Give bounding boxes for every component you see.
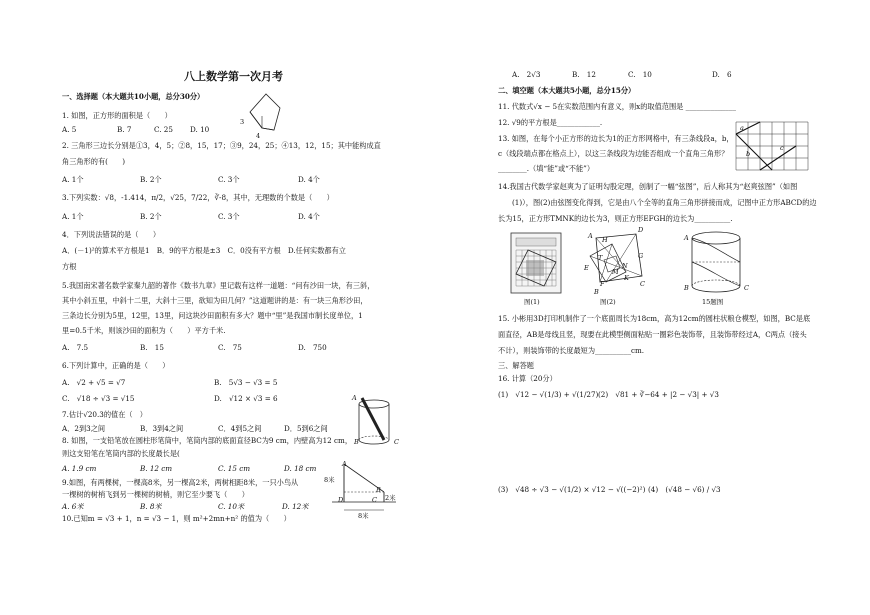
q13-fig-label-b: b — [746, 150, 751, 158]
q8-option-c: C. 15 cm — [218, 464, 251, 473]
q5-option-b: B. 15 — [140, 343, 164, 352]
q6-option-c: C. √18 ÷ √3 = √15 — [62, 394, 135, 403]
q9-fig-label-d: D — [338, 496, 344, 504]
question-5-line-2: 其中小斜五里，中斜十二里，大斜十三里，欲知为田几何？”这道题讲的是：有一块三角形沙田， — [62, 296, 368, 305]
q8-fig-label-c: C — [394, 438, 399, 446]
question-13-line-1: 13. 如图，在每个小正方形的边长为1的正方形网格中，有三条线段a，b， — [498, 134, 734, 143]
question-5-line-4: 里=0.5千米，则该沙田的面积为（ ）平方千米. — [62, 326, 226, 335]
question-14-line-1: 14.我国古代数学家赵爽为了证明勾股定理，创制了一幅“弦图”，后人称其为“赵爽弦图”（如图 — [498, 182, 798, 191]
q9-option-c: C. 10米 — [218, 502, 245, 511]
section-choice-heading: 一、选择题（本大题共10小题，总分30分） — [62, 92, 205, 101]
q9-fig-label-distance-8: 8米 — [358, 512, 369, 520]
q8-option-d: D. 18 cm — [284, 464, 317, 473]
question-14-line-2: (1)），图(2)由弦图变化得到，它是由八个全等的直角三角形拼接而成，记图中正方形ABCD的边 — [512, 198, 817, 207]
q14-fig2-label-c: C — [640, 280, 645, 288]
q9-fig-label-height-8: 8米 — [324, 476, 335, 484]
q8-option-a: A. 1.9 cm — [62, 464, 97, 473]
q2-option-a: A. 1个 — [62, 175, 84, 184]
q10-option-c: C. 10 — [628, 70, 652, 79]
q14-fig2-label-f: F — [600, 280, 605, 288]
q9-fig-label-b: B — [376, 486, 381, 494]
q10-option-d: D. 6 — [712, 70, 732, 79]
question-3: 3.下列实数：√8，-1.414，π/2，√25，7/22，∛-8，其中，无理数的个数是（ ） — [62, 193, 334, 202]
q1-option-a: A. 5 — [62, 125, 77, 134]
question-16: 16. 计算（20分） — [498, 374, 557, 383]
q15-fig-label-c: C — [744, 284, 749, 292]
q1-option-b: B. 7 — [117, 125, 132, 134]
q9-fig-label-c: C — [372, 496, 377, 504]
question-15-line-2: 面直径，AB是母线且竖，现要在此模型侧面粘贴一圈彩色装饰带，且装饰带经过A，C两点（接头 — [498, 330, 807, 339]
question-7: 7.估计√20.3的值在（ ） — [62, 410, 147, 419]
q9-fig-label-a: A — [342, 460, 347, 468]
q1-fig-label-4: 4 — [256, 132, 261, 140]
q14-fig2-label-t: T — [598, 254, 603, 262]
q7-option-b: B．3到4之间 — [140, 424, 184, 433]
question-8-line-1: 8. 如图，一支铅笔放在圆柱形笔筒中，笔筒内部的底面直径BC为9 cm，内壁高为12 cm， — [62, 436, 353, 445]
q15-fig-label-a: A — [684, 234, 689, 242]
q8-fig-label-a: A — [352, 394, 357, 402]
q5-option-c: C. 75 — [218, 343, 242, 352]
q9-option-a: A. 6米 — [62, 502, 84, 511]
q3-option-b: B. 2个 — [140, 212, 162, 221]
q2-option-b: B. 2个 — [140, 175, 162, 184]
q6-option-a: A. √2 + √5 = √7 — [62, 378, 126, 387]
section-fill-heading: 二、填空题（本大题共5小题，总分15分） — [498, 86, 636, 95]
q15-cylinder-figure — [686, 228, 750, 296]
question-13-line-3: ________.（填“能”或“不能”） — [498, 164, 595, 173]
q10-option-b: B. 12 — [572, 70, 596, 79]
question-6: 6.下列计算中，正确的是（ ） — [62, 361, 170, 370]
q9-option-d: D. 12米 — [282, 502, 309, 511]
q6-option-b: B. 5√3 − √3 = 5 — [214, 378, 278, 387]
q10-option-a: A. 2√3 — [512, 70, 541, 79]
question-2-line-1: 2. 三角形三边长分别是①3，4，5；②8，15，17；③9，24，25；④13，12，15；其中能构成直 — [62, 141, 381, 150]
q3-option-d: D. 4个 — [298, 212, 320, 221]
question-13-line-2: c（线段端点都在格点上），以这三条线段为边能否组成一个直角三角形？ — [498, 149, 729, 158]
q14-figure-1-caption: 图(1) — [524, 298, 540, 306]
q8-fig-label-b: B — [354, 438, 359, 446]
question-15-line-1: 15. 小彬用3D打印机制作了一个底面周长为18cm，高为12cm的圆柱状粮仓模型，如图，BC是底 — [498, 314, 811, 323]
q14-fig2-label-a: A — [588, 232, 593, 240]
q7-option-c: C．4到5之间 — [218, 424, 262, 433]
q14-figure-2-caption: 图(2) — [600, 298, 616, 306]
q14-figure-1-chord-diagram — [510, 232, 562, 294]
q14-fig2-label-g: G — [638, 252, 644, 260]
q14-fig2-label-n: N — [622, 262, 628, 270]
question-11: 11. 代数式√x − 5在实数范围内有意义，则x的取值范围是 ______________ — [498, 102, 736, 111]
question-4-line-3: 方根 — [62, 262, 77, 271]
q7-option-d: D．5到6之间 — [284, 424, 328, 433]
question-8-line-2: 则这支铅笔在笔筒内部的长度最长是( — [62, 449, 180, 458]
q13-fig-label-c: c — [780, 144, 784, 152]
q14-fig2-label-h: H — [602, 236, 608, 244]
q3-option-a: A. 1个 — [62, 212, 84, 221]
q15-fig-label-b: B — [684, 284, 689, 292]
page-title: 八上数学第一次月考 — [184, 70, 283, 83]
q2-option-c: C. 3个 — [218, 175, 240, 184]
q5-option-a: A. 7.5 — [62, 343, 89, 352]
q13-grid-figure — [734, 120, 810, 172]
question-9-line-2: 一棵树的树梢飞到另一棵树的树梢，则它至少要飞（ ） — [62, 490, 249, 499]
question-10: 10.已知m = √3 + 1，n = √3 − 1，则 m²+2mn+n² 的值为（ ） — [62, 514, 291, 523]
question-12: 12. √9的平方根是____________. — [498, 118, 603, 127]
question-2-line-2: 角三角形的有( ) — [62, 157, 126, 166]
q3-option-c: C. 3个 — [218, 212, 240, 221]
q9-fig-label-height-2: 2米 — [385, 494, 396, 502]
q13-fig-label-a: a — [740, 124, 744, 132]
section-answer-heading: 三、解答题 — [498, 361, 534, 370]
q14-fig2-label-d: D — [638, 226, 644, 234]
question-9-line-1: 9.如图，有两棵树，一棵高8米，另一棵高2米，两树相距8米，一只小鸟从 — [62, 478, 299, 487]
q14-fig2-label-e: E — [584, 264, 589, 272]
question-5-line-3: 三条边长分别为5里，12里，13里，问这块沙田面积有多大？题中“里”是我国市制长度单位，1 — [62, 311, 363, 320]
question-14-line-3: 长为15，正方形TMNK的边长为3，则正方形EFGH的边长为__________. — [498, 214, 733, 223]
q8-option-b: B. 12 cm — [140, 464, 173, 473]
q14-fig2-label-m: M — [612, 268, 619, 276]
q1-option-c: C. 25 — [154, 125, 173, 134]
q15-figure-caption: 15题图 — [702, 298, 724, 306]
q14-fig2-label-k: K — [624, 274, 629, 282]
q16-part-3: (3) √48 ÷ √3 − √(1/2) × √12 − √((−2)²) — [498, 485, 646, 494]
question-1: 1. 如图，正方形的面积是（ ） — [62, 111, 172, 120]
q7-option-a: A．2到3之间 — [62, 424, 106, 433]
q1-option-d: D. 10 — [190, 125, 210, 134]
q6-option-d: D. √12 × √3 = 6 — [214, 394, 278, 403]
question-5-line-1: 5.我国南宋著名数学家秦九韶的著作《数书九章》里记载有这样一道题：“问有沙田一块，有三斜， — [62, 281, 375, 290]
q5-option-d: D. 750 — [298, 343, 327, 352]
question-4-line-2: A．(－1)²的算术平方根是1 B．9的平方根是±3 C．0没有平方根 D.任何实数都有立 — [62, 246, 346, 255]
q9-two-trees-figure — [324, 458, 404, 518]
q16-part-2: (2) √81 + ∛−64 + |2 − √3| + √3 — [598, 390, 719, 399]
q16-part-1: (1) √12 − √(1/3) + √(1/27) — [498, 390, 599, 399]
q14-fig2-label-b: B — [594, 288, 599, 296]
q1-square-figure — [242, 86, 302, 141]
question-15-line-3: 不计），则装饰带的长度最短为__________cm. — [498, 346, 645, 355]
q1-fig-label-3: 3 — [240, 118, 245, 126]
q2-option-d: D. 4个 — [298, 175, 320, 184]
q9-option-b: B. 8米 — [140, 502, 162, 511]
q16-part-4: (4) (√48 − √6) / √3 — [648, 485, 721, 494]
question-4: 4．下列说法错误的是（ ） — [62, 230, 161, 239]
